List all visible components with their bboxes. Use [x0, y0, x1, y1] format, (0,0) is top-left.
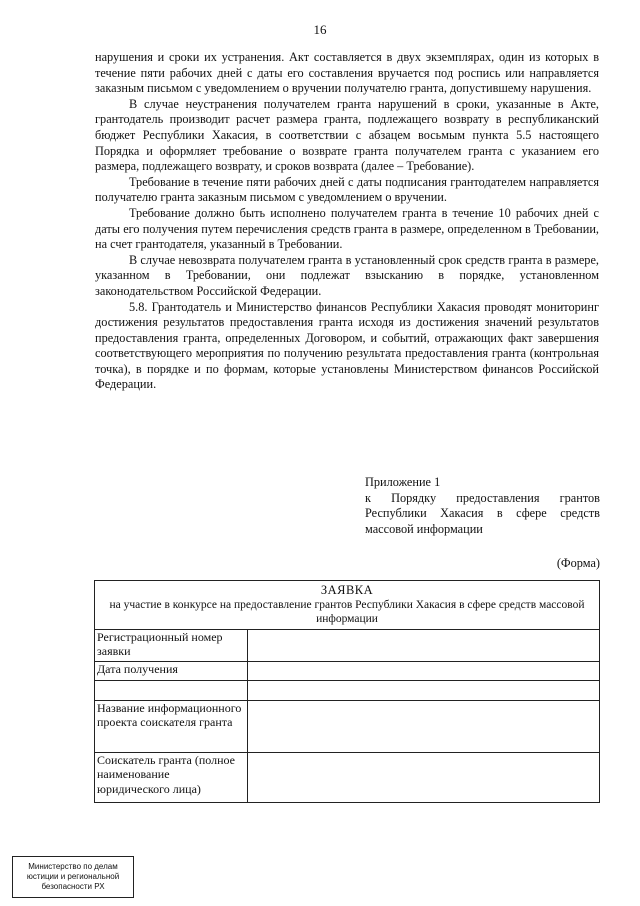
empty-field[interactable]	[248, 680, 600, 700]
row-label-registration-number: Регистрационный номер заявки	[95, 629, 248, 661]
table-row	[95, 629, 600, 661]
application-title: ЗАЯВКА	[320, 583, 374, 597]
receipt-date-field[interactable]	[248, 661, 600, 680]
row-label-applicant: Соискатель гранта (полное наименование юридического лица)	[95, 752, 248, 802]
paragraph: нарушения и сроки их устранения. Акт составляется в двух экземплярах, один из которых в течение пяти рабочих дней с даты его составления вручается под роспись или направляется заказным письмом с уведомлением о вручении получателю гранта, допустившему нарушения.	[95, 50, 599, 96]
paragraph: В случае невозврата получателем гранта в установленный срок средств гранта в размере, указанном в Требовании, они подлежат взысканию в порядке, установленном законодательством Российской Федерации.	[95, 252, 599, 298]
paragraph: Требование должно быть исполнено получателем гранта в течение 10 рабочих дней с даты его получения путем перечисления средств гранта в размере, определенном в Требовании, на счет грантодателя, указанный в Требовании.	[95, 205, 599, 252]
application-table	[94, 580, 600, 803]
stamp-line: юстиции и региональной	[26, 872, 120, 881]
paragraph: В случае неустранения получателем гранта нарушений в сроки, указанные в Акте, грантодатель производит расчет размера гранта, подлежащего возврату в республиканский бюджет Республики Хакасия, в соответствии с абзацем восьмым пункта 5.5 настоящего Порядка и оформляет требование о возврате гранта получателем гранта с указанием его размера, подлежащего возврату, и сроков возврата (далее – Требование).	[95, 96, 599, 174]
appendix-title: Приложение 1	[365, 475, 441, 489]
appendix-text: к Порядку предоставления грантов Республики Хакасия в сфере средств массовой информации	[365, 490, 600, 536]
table-header-cell	[95, 581, 600, 630]
row-label-project-name: Название информационного проекта соискателя гранта	[95, 700, 248, 752]
table-row	[95, 680, 600, 700]
appendix-header	[365, 475, 600, 537]
row-label-receipt-date: Дата получения	[95, 661, 248, 680]
table-header-row	[95, 581, 600, 630]
registration-number-field[interactable]	[248, 629, 600, 661]
applicant-field[interactable]	[248, 752, 600, 802]
table-row	[95, 752, 600, 802]
stamp-line: безопасности РХ	[41, 882, 105, 891]
project-name-field[interactable]	[248, 700, 600, 752]
paragraph: 5.8. Грантодатель и Министерство финансов Республики Хакасия проводят мониторинг достижения результатов предоставления гранта исходя из достижения значений результатов предоставления гранта, определенных Договором, и событий, отражающих факт завершения соответствующего мероприятия по получению результата предоставления гранта (контрольная точка), в порядке и по формам, которые установлены Министерством финансов Российской Федерации.	[95, 299, 599, 392]
application-subtitle: на участие в конкурсе на предоставление грантов Республики Хакасия в сфере средств массовой информации	[109, 598, 585, 625]
form-label: (Форма)	[556, 556, 600, 570]
row-label-empty	[95, 680, 248, 700]
body-text	[95, 50, 599, 393]
table-row	[95, 700, 600, 752]
stamp-line: Министерство по делам	[28, 862, 118, 871]
paragraph: Требование в течение пяти рабочих дней с даты подписания грантодателем направляется получателю гранта заказным письмом с уведомлением о вручении.	[95, 174, 599, 205]
ministry-stamp	[12, 856, 134, 898]
page-number: 16	[313, 22, 327, 37]
table-row	[95, 661, 600, 680]
